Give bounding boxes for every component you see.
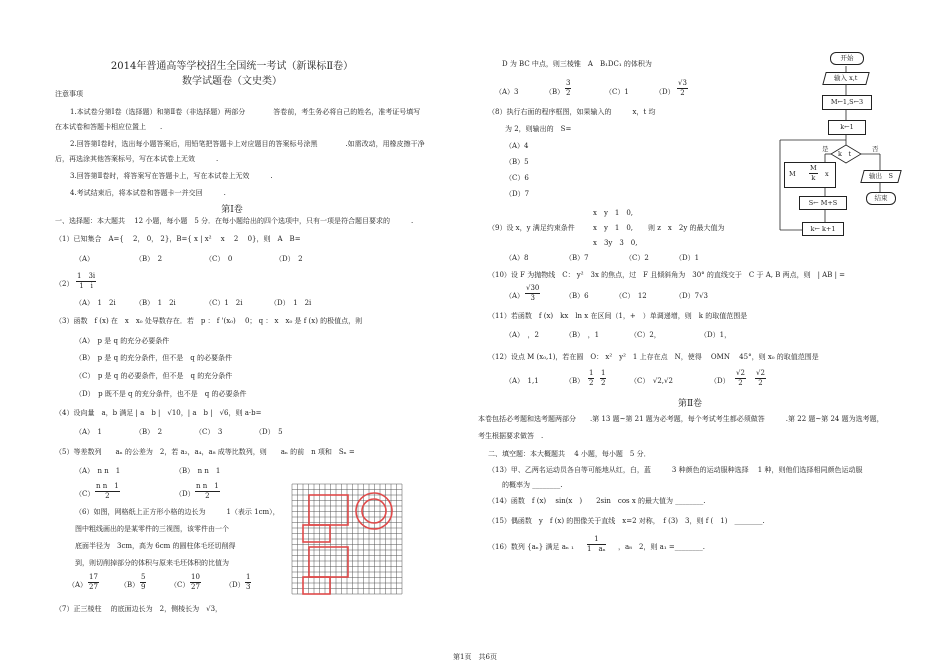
q7-option: （A）3 (495, 88, 519, 96)
q8-option: （A）4 (505, 142, 529, 150)
fraction-numerator: n n 1 (196, 482, 219, 490)
part2-intro: 本卷包括必考题和选考题两部分 .第 13 题~第 21 题为必考题，每个考试考生都必须做答 .第 22 题~第 24 题为选考题， (478, 415, 884, 423)
q12-option-b-fraction (600, 370, 606, 387)
q11-option: （B） ，1 (565, 331, 600, 339)
fraction-denominator: 2 (105, 492, 110, 500)
fraction-denominator: k (811, 173, 816, 182)
q10-option: （A） (505, 292, 525, 300)
q1-option: （D） 2 (275, 255, 303, 263)
flowchart-m-fraction (809, 165, 818, 181)
q4-option: （A） 1 (75, 428, 103, 436)
q6-option-a-fraction (88, 574, 99, 591)
flowchart-m-step (784, 162, 836, 188)
note-line: 在本试卷和答题卡相应位置上 . (55, 123, 163, 131)
side-view-lower (303, 577, 330, 594)
q3-option: （C） p 是 q 的必要条件，但不是 q 的充分条件 (75, 372, 233, 380)
q9-option: （A）8 (505, 254, 529, 262)
fraction-numerator: 3 (566, 79, 571, 87)
q5-option: （C） (75, 490, 95, 498)
q8-option: （D）7 (505, 190, 530, 198)
q5-stem: （5）等差数列 aₙ 的公差为 2，若 a₂，a₄，a₈ 成等比数列，则 aₙ 的前 n 项和 Sₙ = (55, 448, 355, 456)
fraction-numerator: 5 (141, 573, 146, 581)
q5-option-d-fraction (195, 483, 220, 500)
fraction-numerator: 17 (89, 573, 98, 581)
q9-post: 则 z x 2y 的最大值为 (648, 224, 725, 232)
q9-option: （C）2 (625, 254, 649, 262)
fraction-denominator: 27 (89, 583, 98, 591)
q3-option: （B） p 是 q 的充分条件，但不是 q 的必要条件 (75, 354, 232, 362)
q12-option-d-fraction (755, 370, 766, 387)
q6-option: （C） (170, 581, 190, 589)
q6-option-b-fraction (140, 574, 146, 591)
q12-option: （C） √2,√2 (630, 377, 673, 385)
q12-option: （D） (710, 377, 730, 385)
fraction-numerator: √2 (736, 369, 745, 377)
part1-heading: 第Ⅰ卷 (221, 205, 243, 215)
fraction-denominator: 2 (205, 492, 210, 500)
exam-subtitle: 数学试题卷（文史类） (182, 76, 282, 87)
q6-line: （6）如图，网格纸上正方形小格的边长为 1（表示 1cm）， (75, 508, 280, 516)
q6-three-view-figure (292, 484, 402, 594)
side-view-upper (309, 547, 348, 577)
q10-option-a-fraction (525, 285, 540, 302)
flowchart-m-x: x (825, 170, 829, 178)
flowchart-m-label: M (789, 170, 796, 178)
note-line: 3.回答第Ⅱ卷时，将答案写在答题卡上，写在本试卷上无效 . (70, 172, 273, 180)
q4-option: （C） 3 (195, 428, 223, 436)
q1-option: （B） 2 (135, 255, 163, 263)
q13-line: （13）甲、乙两名运动员各自等可能地从红，白，蓝 3 种颜色的运动服种选择 1 种，则他们选择相同颜色运动服 (488, 466, 863, 474)
q5-option-c-fraction (95, 483, 120, 500)
q7-option: （B） (545, 88, 565, 96)
q16-fraction (587, 536, 606, 553)
q11-option: （C）2， (630, 331, 661, 339)
q6-option: （D） (225, 581, 245, 589)
fraction-denominator: 3 (530, 294, 535, 302)
note-line: 4.考试结束后，将本试卷和答题卡一并交回 . (70, 189, 226, 197)
q7-option: （D） (655, 88, 675, 96)
q11-stem: （11）若函数 f (x) kx ln x 在区间（1，+ ）单调递增，则 k 的取值范围是 (488, 312, 748, 320)
flowchart-yes-label: 是 (822, 145, 829, 153)
q6-option-c-fraction (190, 574, 201, 591)
q16-post: ，a₈ 2，则 a₁ =________. (618, 543, 705, 551)
fraction-denominator: 2 (738, 379, 743, 387)
fraction-denominator: 1 aₙ (587, 545, 606, 553)
q9-option: （B）7 (565, 254, 589, 262)
q2-option: （D） 1 2i (270, 299, 312, 307)
q7-option: （C）1 (605, 88, 629, 96)
q9-option: （D）1 (675, 254, 700, 262)
q6-line: 图中粗线画出的是某零件的三视图，该零件由一个 (75, 525, 229, 533)
flowchart-output (860, 170, 901, 183)
fraction-denominator: 2 (566, 89, 571, 97)
top-view-inner-circle (362, 499, 386, 523)
exam-title: 2014年普通高等学校招生全国统一考试（新课标Ⅱ卷） (110, 61, 354, 72)
fraction-numerator: √3 (678, 79, 687, 87)
q9-constraint: x y 1 0, (593, 224, 634, 232)
q1-option: （A） (75, 255, 95, 263)
q3-option: （D） p 既不是 q 的充分条件，也不是 q 的必要条件 (75, 390, 247, 398)
note-line: 2.回答第Ⅰ卷时，选出每小题答案后，用铅笔把答题卡上对应题目的答案标号涂黑 .如需改动，用橡皮擦干净 (70, 140, 425, 148)
fraction-denominator: 2 (601, 379, 606, 387)
q2-label: （2） (55, 280, 74, 288)
q9-constraint: x y 1 0, (593, 209, 634, 217)
q9-pre: （9）设 x，y 满足约束条件 (488, 224, 575, 232)
q3-stem: （3）函数 f (x) 在 x x₀ 处导数存在．若 p ： f '(x₀) 0； q ： x x₀ 是 f (x) 的极值点，则 (55, 317, 363, 325)
q15-stem: （15）偶函数 y f (x) 的图像关于直线 x=2 对称， f (3) 3，则 f ( 1) ________. (488, 517, 765, 525)
q6-option: （A） (68, 581, 88, 589)
page-footer: 第1页 共6页 (453, 653, 497, 661)
q9-constraint: x 3y 3 0, (593, 239, 638, 247)
part1-intro: 一、选择题：本大题共 12 小题，每小题 5 分．在每小题给出的四个选项中，只有一项是符合题目要求的 . (55, 217, 414, 225)
q2-fraction (76, 273, 96, 290)
q11-option: （D）1， (700, 331, 732, 339)
q10-option: （C） 12 (615, 292, 647, 300)
flowchart-output-label: 输出 S (869, 172, 893, 180)
q6-line: 到，则切削掉部分的体积与原来毛坯体积的比值为 (75, 559, 229, 567)
q8-option: （C）6 (505, 174, 529, 182)
q2-option: （C）1 2i (205, 299, 243, 307)
q6-line: 底面半径为 3cm，高为 6cm 的圆柱体毛坯切削得 (75, 542, 236, 550)
flowchart-input (822, 72, 869, 85)
part2-intro: 考生根据要求做答 . (478, 432, 544, 440)
q7-continued: D 为 BC 中点，则三棱锥 A B₁DC₁ 的体积为 (502, 60, 652, 68)
fraction-numerator: 1 (589, 369, 594, 377)
q10-option: （B）6 (565, 292, 589, 300)
fraction-denominator: 9 (141, 583, 146, 591)
flowchart-start: 开始 (830, 52, 864, 65)
note-line: 后，再选涂其他答案标号，写在本试卷上无效 . (55, 155, 219, 163)
front-view-upper (309, 495, 348, 525)
fraction-denominator: 2 (680, 89, 685, 97)
q4-option: （B） 2 (135, 428, 163, 436)
fraction-numerator: √30 (526, 284, 540, 292)
flowchart-end: 结束 (866, 192, 896, 205)
q7-option-d-fraction (677, 80, 688, 97)
q16-pre: （16）数列 {aₙ} 满足 aₙ ₁ (488, 543, 574, 551)
fraction-denominator: 2 (758, 379, 763, 387)
q6-option: （B） (120, 581, 140, 589)
fraction-numerator: 10 (191, 573, 200, 581)
fraction-denominator: 27 (191, 583, 200, 591)
q2-option: （A） 1 2i (75, 299, 116, 307)
fraction-numerator: 1 (246, 573, 251, 581)
q3-option: （A） p 是 q 的充分必要条件 (75, 337, 170, 345)
fraction-numerator: √2 (756, 369, 765, 377)
q1-option: （C） 0 (205, 255, 233, 263)
q4-stem: （4）设向量 a，b 满足 | a b | √10，| a b | √6，则 a·b= (55, 409, 262, 417)
part2-heading: 第Ⅱ卷 (677, 399, 703, 409)
q5-option: （B） n n 1 (175, 467, 221, 475)
q2-option: （B） 1 2i (135, 299, 176, 307)
notes-heading: 注意事项 (55, 90, 83, 98)
fraction-denominator: 2 (589, 379, 594, 387)
q7-option-b-fraction (565, 80, 571, 97)
q7-stem: （7）正三棱柱 的底面边长为 2，侧棱长为 √3， (55, 605, 223, 613)
flowchart-k-step: k← k+1 (802, 222, 844, 236)
flowchart-s-step: S← M+S (799, 196, 847, 210)
q6-option-d-fraction (245, 574, 251, 591)
q8-line: （8）执行右面的程序框图，如果输入的 x，t 均 (488, 108, 656, 116)
q12-option-b-fraction (588, 370, 594, 387)
q8-line: 为 2，则输出的 S= (505, 125, 572, 133)
flowchart-init: M←1,S←3 (822, 95, 872, 110)
q10-stem: （10）设 F 为抛物线 C： y² 3x 的焦点，过 F 且倾斜角为 30° 的直线交于 C 于 A, B 两点，则 | AB | = (488, 271, 846, 279)
q13-line: 的概率为 ________. (502, 481, 563, 489)
q11-option: （A） ，2 (505, 331, 540, 339)
fraction-numerator: M (810, 164, 817, 172)
q8-option: （B）5 (505, 158, 529, 166)
flowchart-input-label: 输入 x,t (834, 74, 858, 82)
q5-option: （D） (175, 490, 195, 498)
flowchart-k-init: k←1 (828, 120, 866, 135)
q2-numerator: 1 3i (77, 272, 96, 280)
q4-option: （D） 5 (255, 428, 283, 436)
flowchart-no-label: 否 (872, 145, 879, 153)
q12-option-d-fraction (735, 370, 746, 387)
q2-denominator: 1 i (79, 282, 93, 290)
flowchart-condition-label: k t (838, 150, 852, 158)
q14-stem: （14）函数 f (x) sin(x ) 2sin cos x 的最大值为 ________. (488, 497, 706, 505)
fraction-numerator: n n 1 (96, 482, 119, 490)
q12-option: （B） (565, 377, 585, 385)
q12-option: （A） 1,1 (505, 377, 539, 385)
fraction-numerator: 1 (587, 536, 606, 545)
q1-stem: （1）已知集合 A={ 2， 0， 2}，B={ x | x² x 2 0}，则 A B= (55, 235, 301, 243)
note-line: 1.本试卷分第Ⅰ卷（选择题）和第Ⅱ卷（非选择题）两部分 答卷前，考生务必将自己的姓名，准考证号填写 (70, 108, 421, 116)
fraction-numerator: 1 (601, 369, 606, 377)
fraction-denominator: 3 (246, 583, 251, 591)
fill-in-intro: 二、填空题：本大概题共 4 小题，每小题 5 分． (488, 450, 651, 458)
q5-option: （A） n n 1 (75, 467, 121, 475)
q12-stem: （12）设点 M (x₀,1)，若在圆 O： x² y² 1 上存在点 N，使得 OMN 45°，则 x₀ 的取值范围是 (488, 353, 819, 361)
q10-option: （D）7√3 (675, 292, 708, 300)
